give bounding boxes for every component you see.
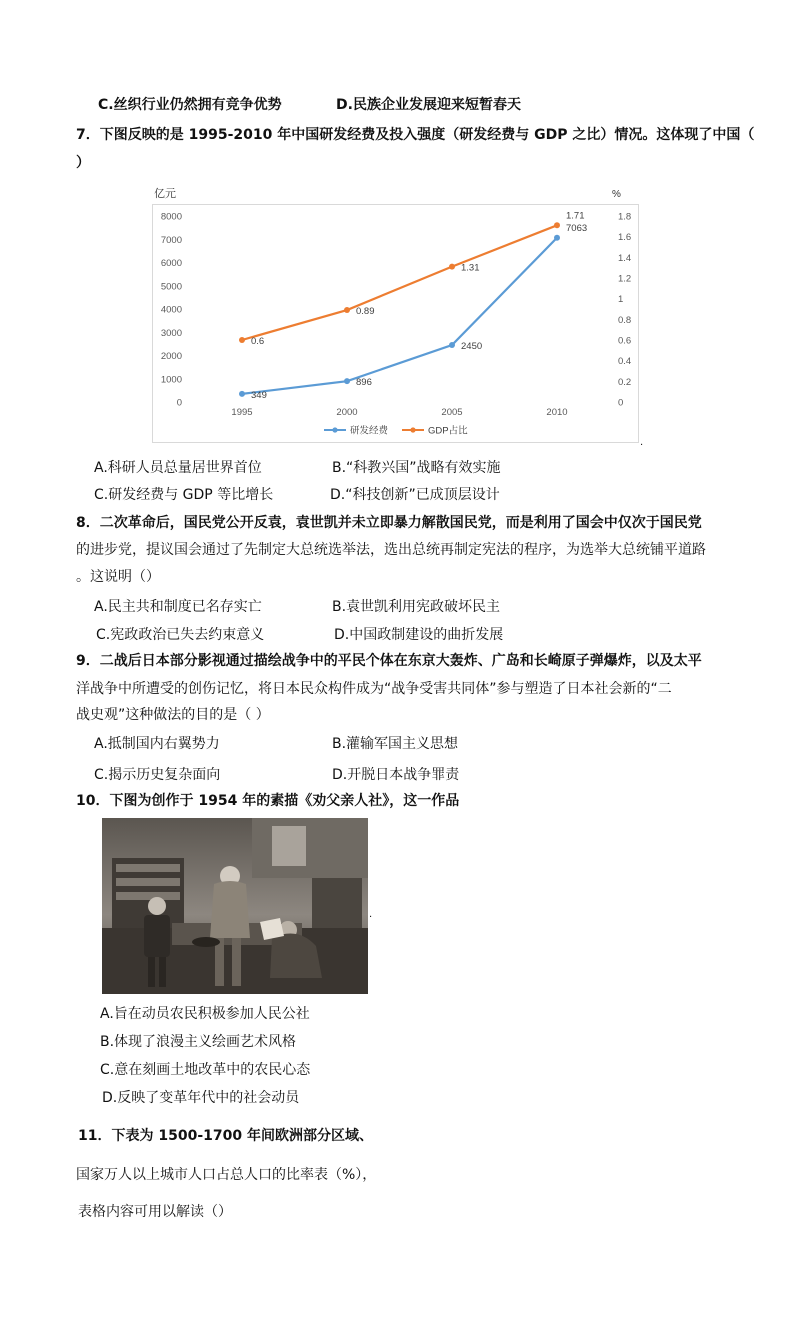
q9-stem-line2: 洋战争中所遭受的创伤记忆，将日本民众构件成为“战争受害共同体”参与塑造了日本社会新的“二	[76, 681, 672, 697]
q11-stem-line1: 11．下表为 1500-1700 年间欧洲部分区域、	[78, 1128, 373, 1144]
series-1-point-3	[554, 222, 560, 228]
legend-label-1: GDP占比	[428, 425, 468, 437]
x-axis-tick-2000: 2000	[336, 407, 358, 418]
q10-option-c: C.意在刻画土地改革中的农民心态	[100, 1062, 311, 1078]
q7-option-d: D.“科技创新”已成顶层设计	[330, 487, 500, 503]
series-0-label-1: 896	[356, 377, 372, 389]
chart-left-axis-title: 亿元	[154, 188, 176, 200]
right-axis-tick-1.6: 1.6	[618, 232, 632, 244]
q10-option-d: D.反映了变革年代中的社会动员	[102, 1090, 300, 1106]
q10-option-b: B.体现了浪漫主义绘画艺术风格	[100, 1034, 297, 1050]
rd-expenditure-chart	[152, 184, 642, 446]
q7-option-b: B.“科教兴国”战略有效实施	[332, 460, 501, 476]
right-axis-tick-1.4: 1.4	[618, 252, 632, 264]
x-axis-tick-1995: 1995	[231, 407, 253, 418]
q8-option-b: B.袁世凯利用宪政破坏民主	[332, 599, 501, 615]
series-1-label-1: 0.89	[356, 306, 375, 318]
sketch-illustration	[102, 818, 368, 994]
q8-option-c: C.宪政政治已失去约束意义	[96, 627, 265, 643]
right-axis-tick-0: 0	[618, 397, 624, 409]
chart-right-axis-title: %	[612, 189, 621, 200]
q8-stem-line2: 的进步党，提议国会通过了先制定大总统选举法，选出总统再制定宪法的程序，为选举大总统铺平道路	[76, 542, 706, 558]
series-1-label-0: 0.6	[251, 336, 265, 347]
q11-stem-line3: 表格内容可用以解读（）	[78, 1204, 232, 1220]
left-axis-tick-0: 0	[176, 397, 182, 409]
q8-option-a: A.民主共和制度已名存实亡	[94, 599, 262, 615]
right-axis-tick-1.8: 1.8	[618, 211, 632, 223]
series-0-label-0: 349	[251, 389, 267, 401]
left-axis-tick-4000: 4000	[160, 304, 182, 316]
right-axis-tick-1.2: 1.2	[618, 273, 632, 285]
left-axis-tick-6000: 6000	[160, 258, 182, 269]
series-0-label-2: 2450	[461, 341, 483, 353]
q8-stem-line1: 8．二次革命后，国民党公开反袁，袁世凯并未立即暴力解散国民党，而是利用了国会中仅次于国民党	[76, 515, 702, 531]
q9-stem-line1: 9．二战后日本部分影视通过描绘战争中的平民个体在东京大轰炸、广岛和长崎原子弹爆炸，以及太平	[76, 653, 702, 669]
legend-marker-1	[410, 427, 415, 432]
sketch-edge-mark: .	[369, 909, 373, 920]
q6-option-c: C.丝织行业仍然拥有竞争优势	[98, 97, 282, 113]
left-axis-tick-1000: 1000	[160, 374, 182, 386]
series-1-label-2: 1.31	[461, 262, 480, 274]
right-axis-tick-0.6: 0.6	[618, 335, 632, 347]
q7-stem-line1: 7．下图反映的是 1995-2010 年中国研发经费及投入强度（研发经费与 GDP 之比）情况。这体现了中国（	[76, 127, 755, 143]
left-axis-tick-5000: 5000	[160, 281, 182, 293]
q9-option-b: B.灌输军国主义思想	[332, 736, 459, 752]
series-1-point-0	[239, 337, 245, 343]
q10-option-a: A.旨在动员农民积极参加人民公社	[100, 1006, 310, 1022]
x-axis-tick-2010: 2010	[546, 407, 568, 418]
series-1-point-2	[449, 264, 455, 270]
series-1-point-1	[344, 307, 350, 313]
q8-stem-line3: 。这说明（）	[76, 569, 160, 585]
series-0-point-1	[344, 378, 350, 384]
series-0-point-3	[554, 235, 560, 241]
q7-option-c: C.研发经费与 GDP 等比增长	[94, 487, 274, 503]
q8-option-d: D.中国政制建设的曲折发展	[334, 627, 504, 643]
left-axis-tick-8000: 8000	[160, 211, 182, 223]
chart-trailing-dot: .	[640, 437, 644, 448]
q9-option-a: A.抵制国内右翼势力	[94, 736, 220, 752]
legend-marker-0	[332, 427, 337, 432]
q9-option-d: D.开脱日本战争罪责	[332, 767, 460, 783]
q7-option-a: A.科研人员总量居世界首位	[94, 460, 262, 476]
left-axis-tick-7000: 7000	[160, 234, 182, 246]
legend-label-0: 研发经费	[350, 425, 389, 437]
right-axis-tick-0.2: 0.2	[618, 376, 632, 388]
right-axis-tick-0.4: 0.4	[618, 356, 632, 368]
left-axis-tick-3000: 3000	[160, 327, 182, 339]
q6-option-d: D.民族企业发展迎来短暂春天	[336, 97, 521, 113]
q7-stem-line2: ）	[76, 155, 90, 171]
q9-stem-line3: 战史观”这种做法的目的是（ ）	[76, 707, 270, 723]
right-axis-tick-0.8: 0.8	[618, 314, 632, 326]
q11-stem-line2: 国家万人以上城市人口占总人口的比率表（%），	[76, 1167, 377, 1183]
series-0-label-3: 7063	[566, 222, 588, 234]
series-0-point-0	[239, 391, 245, 397]
q9-option-c: C.揭示历史复杂面向	[94, 767, 221, 783]
left-axis-tick-2000: 2000	[160, 351, 182, 362]
right-axis-tick-1: 1	[618, 294, 624, 306]
series-1-label-3: 1.71	[566, 210, 585, 222]
q10-stem: 10．下图为创作于 1954 年的素描《劝父亲人社》，这一作品	[76, 793, 460, 809]
x-axis-tick-2005: 2005	[441, 407, 463, 418]
series-0-point-2	[449, 342, 455, 348]
